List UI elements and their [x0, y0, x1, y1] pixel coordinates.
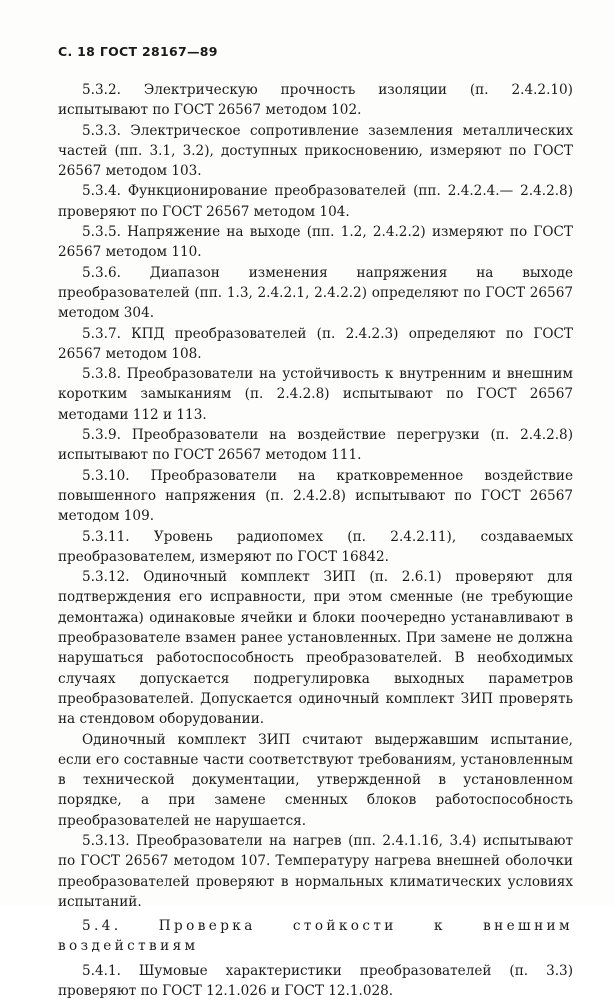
paragraph-5-3-8: 5.3.8. Преобразователи на устойчивость к внутренним и внешним коротким замыканиям (п. 2.4.2.8) испытывают по ГОСТ 26567 методами 112 и 113.	[58, 366, 573, 423]
paragraph-5-3-6: 5.3.6. Диапазон изменения напряжения на выходе преобразователей (пп. 1.3, 2.4.2.1, 2.4.2.2) определяют по ГОСТ 26567 методом 304.	[58, 264, 573, 322]
paragraph-5-3-10: 5.3.10. Преобразователи на кратковременное воздействие повышенного напряжения (п. 2.4.2.8) испытывают по ГОСТ 26567 методом 109.	[58, 467, 573, 525]
paragraph-5-3-3: 5.3.3. Электрическое сопротивление заземления металлических частей (пп. 3.1, 3.2), доступных прикосновению, измеряют по ГОСТ 26567 методом 103.	[58, 122, 573, 180]
paragraph-5-4-1: 5.4.1. Шумовые характеристики преобразователей (п. 3.3) проверяют по ГОСТ 12.1.026 и ГОСТ 12.1.028.	[58, 962, 573, 1000]
document-body	[58, 80, 573, 1001]
paragraph-5-3-7: 5.3.7. КПД преобразователей (п. 2.4.2.3) определяют по ГОСТ 26567 методом 108.	[58, 325, 573, 362]
paragraph-5-3-11: 5.3.11. Уровень радиопомех (п. 2.4.2.11), создаваемых преобразователем, измеряют по ГОСТ 16842.	[58, 528, 573, 565]
paragraph-5-3-12: 5.3.12. Одиночный комплект ЗИП (п. 2.6.1) проверяют для подтверждения его исправности, при этом сменные (не требующие демонтажа) одинаковые ячейки и блоки поочередно устанавливают в преобразователе взамен ранее установленных. При замене не должна нарушаться работоспособность преобразователей. В необходимых случаях допускается подрегулировка выходных параметров преобразователей. Допускается одиночный комплект ЗИП проверять на стендовом оборудовании.	[58, 569, 573, 728]
paragraph-5-3-13: 5.3.13. Преобразователи на нагрев (пп. 2.4.1.16, 3.4) испытывают по ГОСТ 26567 методом 107. Температуру нагрева внешней оболочки преобразователей проверяют в нормальных климатических условиях испытаний.	[58, 832, 573, 910]
paragraph-5-3-9: 5.3.9. Преобразователи на воздействие перегрузки (п. 2.4.2.8) испытывают по ГОСТ 26567 методом 111.	[58, 427, 573, 464]
section-heading-5-4: 5.4. Проверка стойкости к внешним воздействиям	[58, 918, 573, 955]
paragraph-zip-acceptance: Одиночный комплект ЗИП считают выдержавшим испытание, если его составные части соответствуют требованиям, установленным в технической документации, утвержденной в установленном порядке, а при замене сменных блоков работоспособность преобразователей не нарушается.	[58, 731, 573, 829]
running-header: С. 18 ГОСТ 28167—89	[58, 44, 218, 59]
paragraph-5-3-4: 5.3.4. Функционирование преобразователей (пп. 2.4.2.4.— 2.4.2.8) проверяют по ГОСТ 26567 методом 104.	[58, 183, 573, 220]
paragraph-5-3-2: 5.3.2. Электрическую прочность изоляции (п. 2.4.2.10) испытывают по ГОСТ 26567 методом 102.	[58, 82, 573, 119]
paragraph-5-3-5: 5.3.5. Напряжение на выходе (пп. 1.2, 2.4.2.2) измеряют по ГОСТ 26567 методом 110.	[58, 224, 573, 261]
